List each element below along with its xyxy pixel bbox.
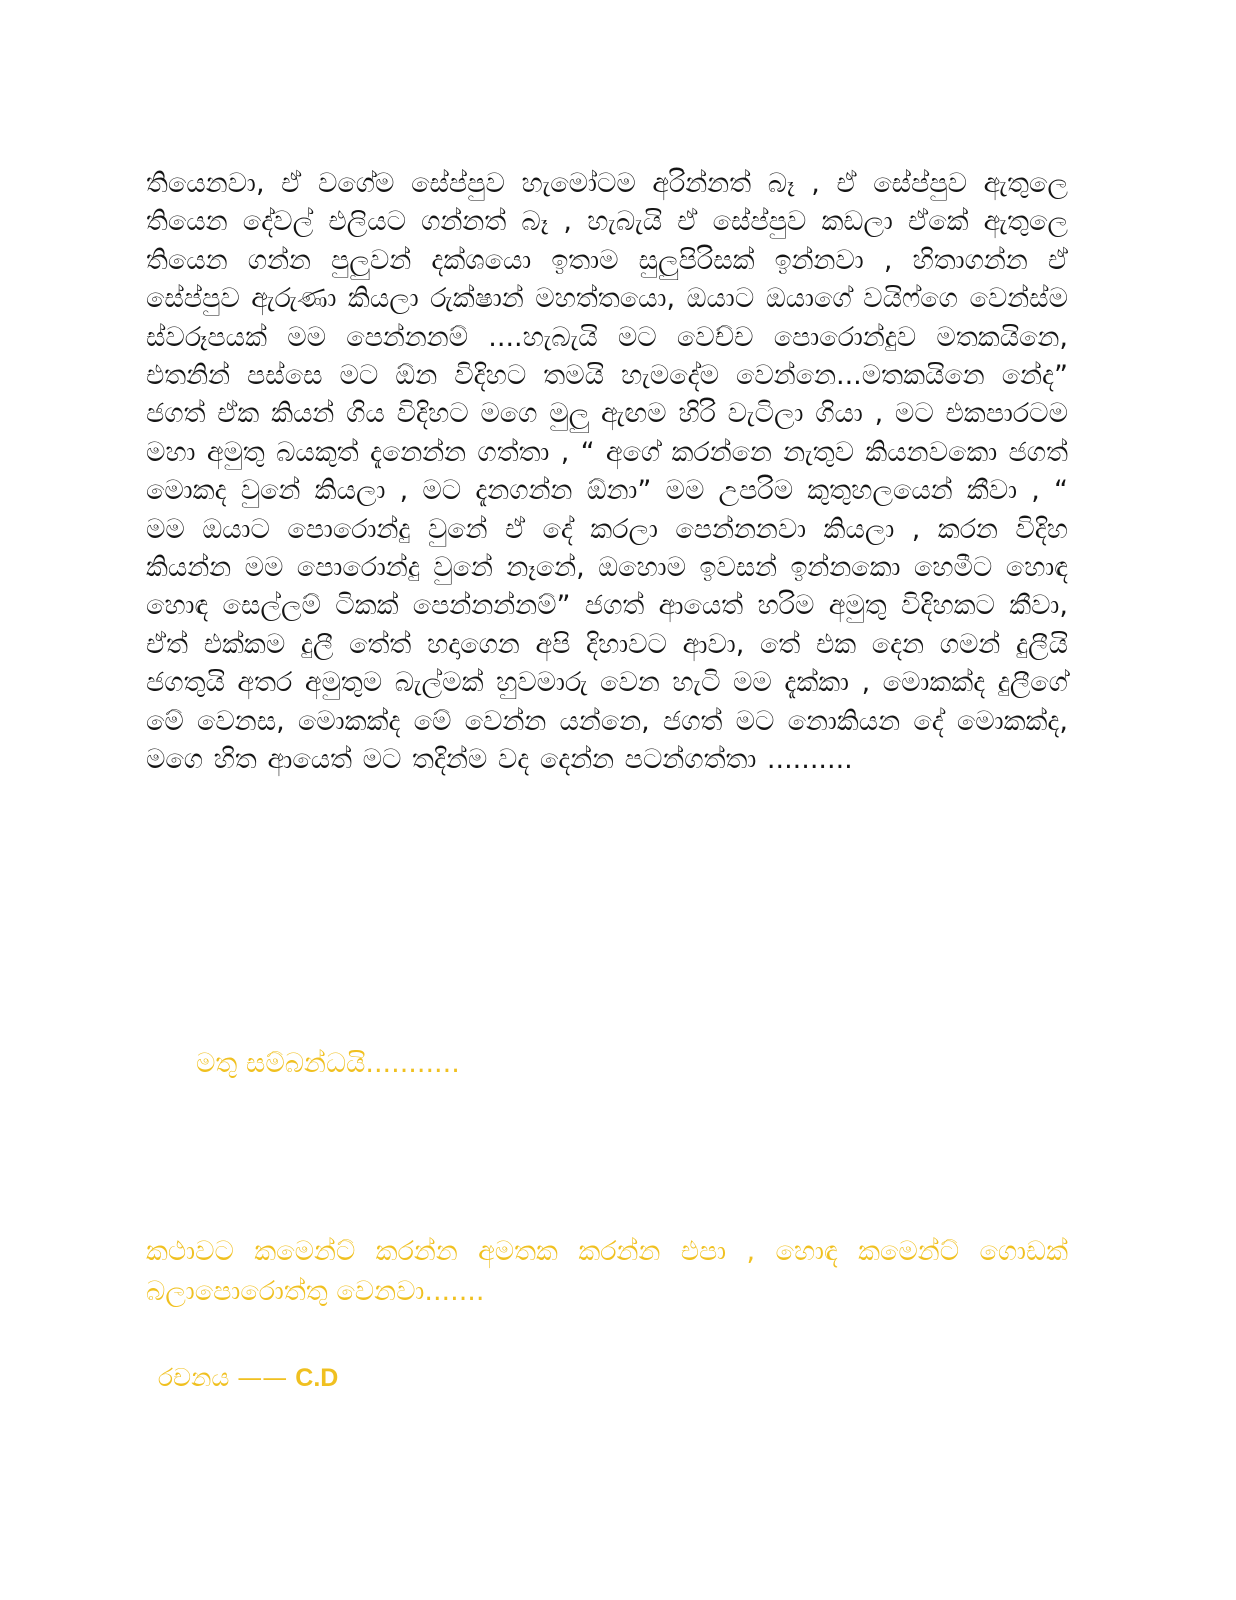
- to-be-continued-note: මතු සම්බන්ධයි...........: [196, 1048, 460, 1079]
- comment-request-note: කථාවට කමෙන්ට් කරන්න අමතක කරන්න එපා , හොඳ කමෙන්ට් ගොඩක් බලාපොරොත්තු වෙනවා.......: [146, 1236, 1068, 1307]
- author-prefix: රචනය ——: [158, 1363, 288, 1392]
- author-credit: [158, 1360, 338, 1396]
- author-name: C.D: [295, 1364, 339, 1392]
- story-body: තියෙනවා, ඒ වගේම සේප්පුව හැමෝටම අරින්නත් බෑ , ඒ සේප්පුව ඇතුලෙ තියෙන දේවල් එලියට ගන්නත් බෑ , හැබැයි ඒ සේප්පුව කඩලා ඒකේ ඇතුලෙ තියෙන ගන්න පුලුවන් දක්ශයො ඉතාම සුලුපිරිසක් ඉන්නවා , හිතාගන්න ඒ සේප්පුව ඇරුණා කියලා රුක්ෂාන් මහත්තයො, ඔයාට ඔයාගේ වයිෆ්ගෙ වෙන්ස්ම ස්වරූපයක් මම පෙන්නනම් ....හැබැයි මට වෙච්ච පොරොන්දුව මතකයිනෙ, එතනින් පස්සෙ මට ඕන විදිහට තමයි හැමදේම වෙන්නෙ...මතකයිනෙ නේද” ජගත් ඒක කියන් ගිය විදිහට මගෙ මුලු ඇඟම හිරි වැටිලා ගියා , මට එකපාරටම මහා අමුතු බයකුත් දැනෙන්න ගත්තා , “ අගේ කරන්නෙ නැතුව කියනවකො ජගත් මොකද වුනේ කියලා , මට දැනගන්න ඕනා” මම උපරිම කුතුහලයෙන් කීවා , “ මම ඔයාට පොරොන්දු වුනේ ඒ දේ කරලා පෙන්නනවා කියලා , කරන විදිහ කියන්න මම පොරොන්දු වුනේ නෑනේ, ඔහොම ඉවසන් ඉන්නකො හෙමීට හොඳ හොඳ සෙල්ලම් ටිකක් පෙන්නන්නම්” ජගත් ආයෙත් හරිම අමුතු විදිහකට කීවා, ඒත් එක්කම දුලී තේත් හදාගෙන අපි දිහාවට ආවා, තේ එක දෙන ගමන් දුලීයි ජගතුයි අතර අමුතුම බැල්මක් හුවමාරු වෙන හැටි මම දැක්කා , මොකක්ද දුලීගේ මේ වෙනස, මොකක්ද මේ වෙන්න යන්නෙ, ජගත් මට නොකියන දේ මොකක්ද, මගෙ හිත ආයෙත් මට තදින්ම වද දෙන්න පටන්ගත්තා ..........: [146, 168, 1068, 776]
